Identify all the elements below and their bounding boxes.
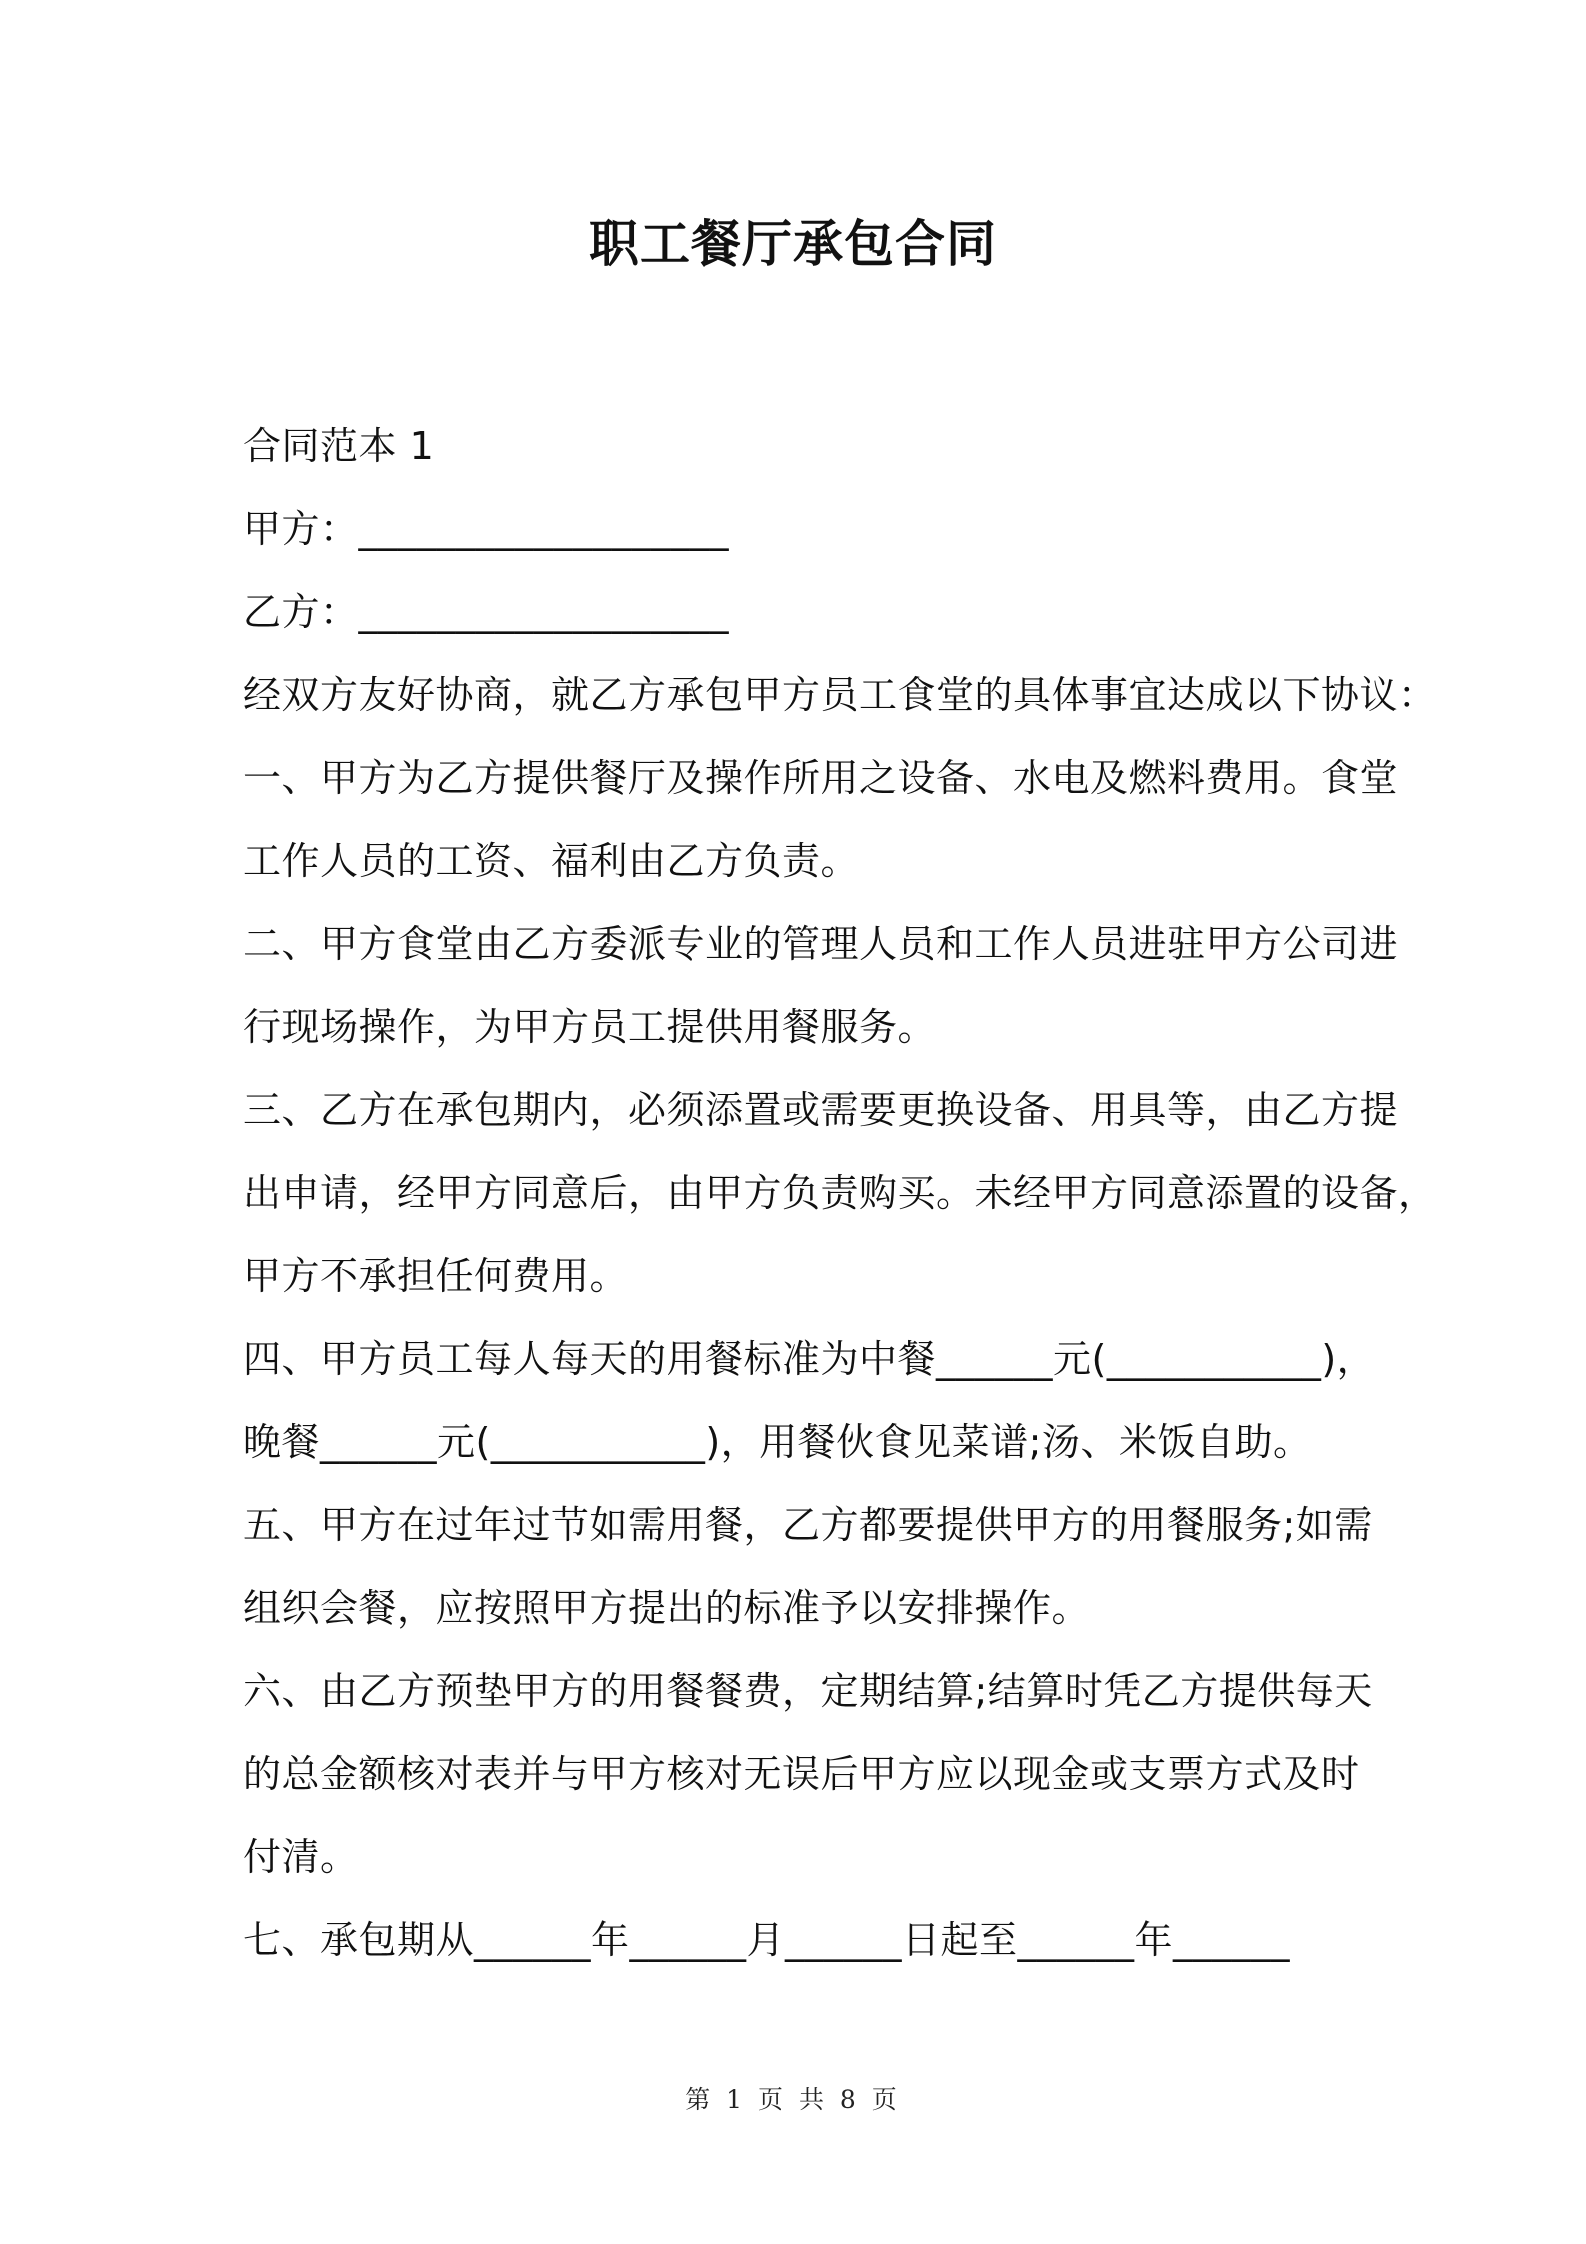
party-b-line: 乙方：___________________	[243, 590, 730, 634]
document-title: 职工餐厅承包合同	[589, 215, 997, 273]
clause-6-line-2: 的总金额核对表并与甲方核对无误后甲方应以现金或支票方式及时	[243, 1752, 1360, 1796]
clause-2-line-2: 行现场操作，为甲方员工提供用餐服务。	[243, 1005, 937, 1049]
clause-5-line-1: 五、甲方在过年过节如需用餐，乙方都要提供甲方的用餐服务;如需	[243, 1503, 1373, 1547]
intro-paragraph: 经双方友好协商，就乙方承包甲方员工食堂的具体事宜达成以下协议：	[243, 673, 1437, 717]
clause-3-line-3: 甲方不承担任何费用。	[243, 1254, 629, 1298]
section-label: 合同范本 1	[243, 424, 435, 468]
clause-7-line-1: 七、承包期从______年______月______日起至______年______	[243, 1918, 1291, 1962]
clause-1-line-2: 工作人员的工资、福利由乙方负责。	[243, 839, 860, 883]
clause-2-line-1: 二、甲方食堂由乙方委派专业的管理人员和工作人员进驻甲方公司进	[243, 922, 1399, 966]
clause-3-line-1: 三、乙方在承包期内，必须添置或需要更换设备、用具等，由乙方提	[243, 1088, 1399, 1132]
page-footer: 第 1 页 共 8 页	[685, 2085, 901, 2114]
document-body	[243, 405, 1437, 1982]
party-a-line: 甲方：___________________	[243, 507, 730, 551]
clause-6-line-1: 六、由乙方预垫甲方的用餐餐费，定期结算;结算时凭乙方提供每天	[243, 1669, 1373, 1713]
clause-1-line-1: 一、甲方为乙方提供餐厅及操作所用之设备、水电及燃料费用。食堂	[243, 756, 1399, 800]
clause-4-line-2: 晚餐______元(___________)，用餐伙食见菜谱;汤、米饭自助。	[243, 1420, 1312, 1464]
clause-5-line-2: 组织会餐，应按照甲方提出的标准予以安排操作。	[243, 1586, 1091, 1630]
clause-6-line-3: 付清。	[243, 1835, 359, 1879]
clause-4-line-1: 四、甲方员工每人每天的用餐标准为中餐______元(___________)，	[243, 1337, 1376, 1381]
clause-3-line-2: 出申请，经甲方同意后，由甲方负责购买。未经甲方同意添置的设备，	[243, 1171, 1437, 1215]
